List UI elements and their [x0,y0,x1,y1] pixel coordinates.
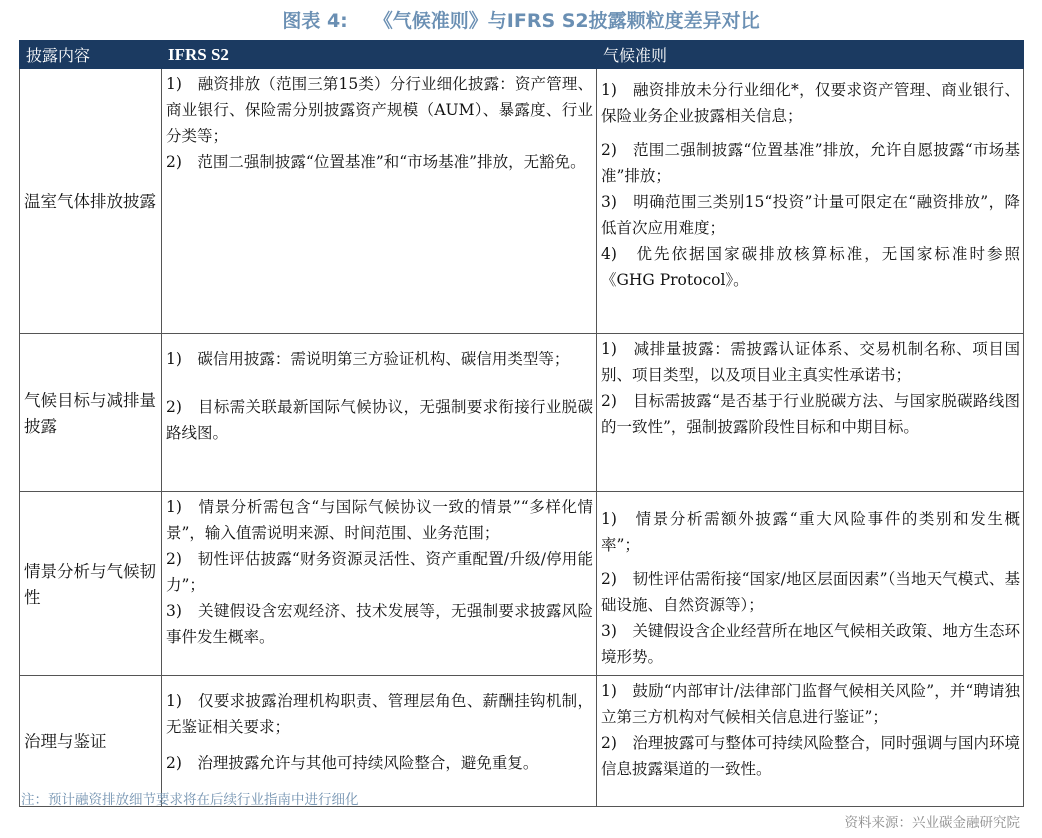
climate-item: 1) 减排量披露：需披露认证体系、交易机制名称、项目国别、项目类型，以及项目业主真实性承诺书； [601,340,1020,384]
header-disclosure: 披露内容 [20,41,162,69]
category-cell: 治理与鉴证 [20,676,162,807]
figure-label: 图表 4: [282,10,348,32]
category-cell: 情景分析与气候韧性 [20,492,162,676]
climate-item: 2) 韧性评估需衔接“国家/地区层面因素”（当地天气模式、基础设施、自然资源等）； [601,570,1020,614]
ifrs-item: 1) 碳信用披露：需说明第三方验证机构、碳信用类型等； [166,350,570,368]
ifrs-cell [162,334,597,492]
table-row [20,676,1024,807]
climate-item: 4) 优先依据国家碳排放核算标准，无国家标准时参照《GHG Protocol》。 [601,245,1020,289]
ifrs-item: 1) 情景分析需包含“与国际气候协议一致的情景”“多样化情景”，输入值需说明来源、时间范围、业务范围； [166,498,593,542]
ifrs-cell [162,492,597,676]
footnote: 注：预计融资排放细节要求将在后续行业指南中进行细化 [21,792,359,808]
climate-item: 1) 鼓励“内部审计/法律部门监督气候相关风险”，并“聘请独立第三方机构对气候相关信息进行鉴证”； [601,682,1020,726]
climate-item: 1) 情景分析需额外披露“重大风险事件的类别和发生概率”； [601,510,1020,554]
climate-item: 2) 范围二强制披露“位置基准”排放，允许自愿披露“市场基准”排放； [601,141,1020,185]
table-row [20,69,1024,334]
table-row [20,334,1024,492]
ifrs-cell [162,676,597,807]
table-row [20,492,1024,676]
climate-cell [597,492,1024,676]
figure-title [0,6,1042,33]
category-cell: 气候目标与减排量披露 [20,334,162,492]
source-note: 资料来源：兴业碳金融研究院 [844,815,1020,831]
climate-cell [597,676,1024,807]
climate-item: 3) 关键假设含企业经营所在地区气候相关政策、地方生态环境形势。 [601,622,1020,666]
climate-cell [597,334,1024,492]
header-ifrs: IFRS S2 [162,41,597,69]
header-row [20,41,1024,69]
category-cell: 温室气体排放披露 [20,69,162,334]
figure-title-text: 《气候准则》与IFRS S2披露颗粒度差异对比 [373,10,760,32]
ifrs-item: 2) 韧性评估披露“财务资源灵活性、资产重配置/升级/停用能力”； [166,550,593,594]
ifrs-item: 3) 关键假设含宏观经济、技术发展等，无强制要求披露风险事件发生概率。 [166,602,593,646]
climate-item: 3) 明确范围三类别15“投资”计量可限定在“融资排放”，降低首次应用难度； [601,193,1020,237]
climate-item: 1) 融资排放未分行业细化*，仅要求资产管理、商业银行、保险业务企业披露相关信息； [601,81,1020,125]
climate-cell [597,69,1024,334]
ifrs-cell [162,69,597,334]
comparison-table [19,40,1024,807]
header-climate: 气候准则 [597,41,1024,69]
ifrs-item: 1) 仅要求披露治理机构职责、管理层角色、薪酬挂钩机制，无鉴证相关要求； [166,692,593,736]
climate-item: 2) 治理披露可与整体可持续风险整合，同时强调与国内环境信息披露渠道的一致性。 [601,734,1020,778]
climate-item: 2) 目标需披露“是否基于行业脱碳方法、与国家脱碳路线图的一致性”，强制披露阶段性目标和中期目标。 [601,392,1020,436]
ifrs-item: 1) 融资排放（范围三第15类）分行业细化披露：资产管理、商业银行、保险需分别披露资产规模（AUM）、暴露度、行业分类等； [166,75,593,145]
ifrs-item: 2) 治理披露允许与其他可持续风险整合，避免重复。 [166,754,539,772]
ifrs-item: 2) 目标需关联最新国际气候协议，无强制要求衔接行业脱碳路线图。 [166,398,593,442]
ifrs-item: 2) 范围二强制披露“位置基准”和“市场基准”排放，无豁免。 [166,153,586,171]
